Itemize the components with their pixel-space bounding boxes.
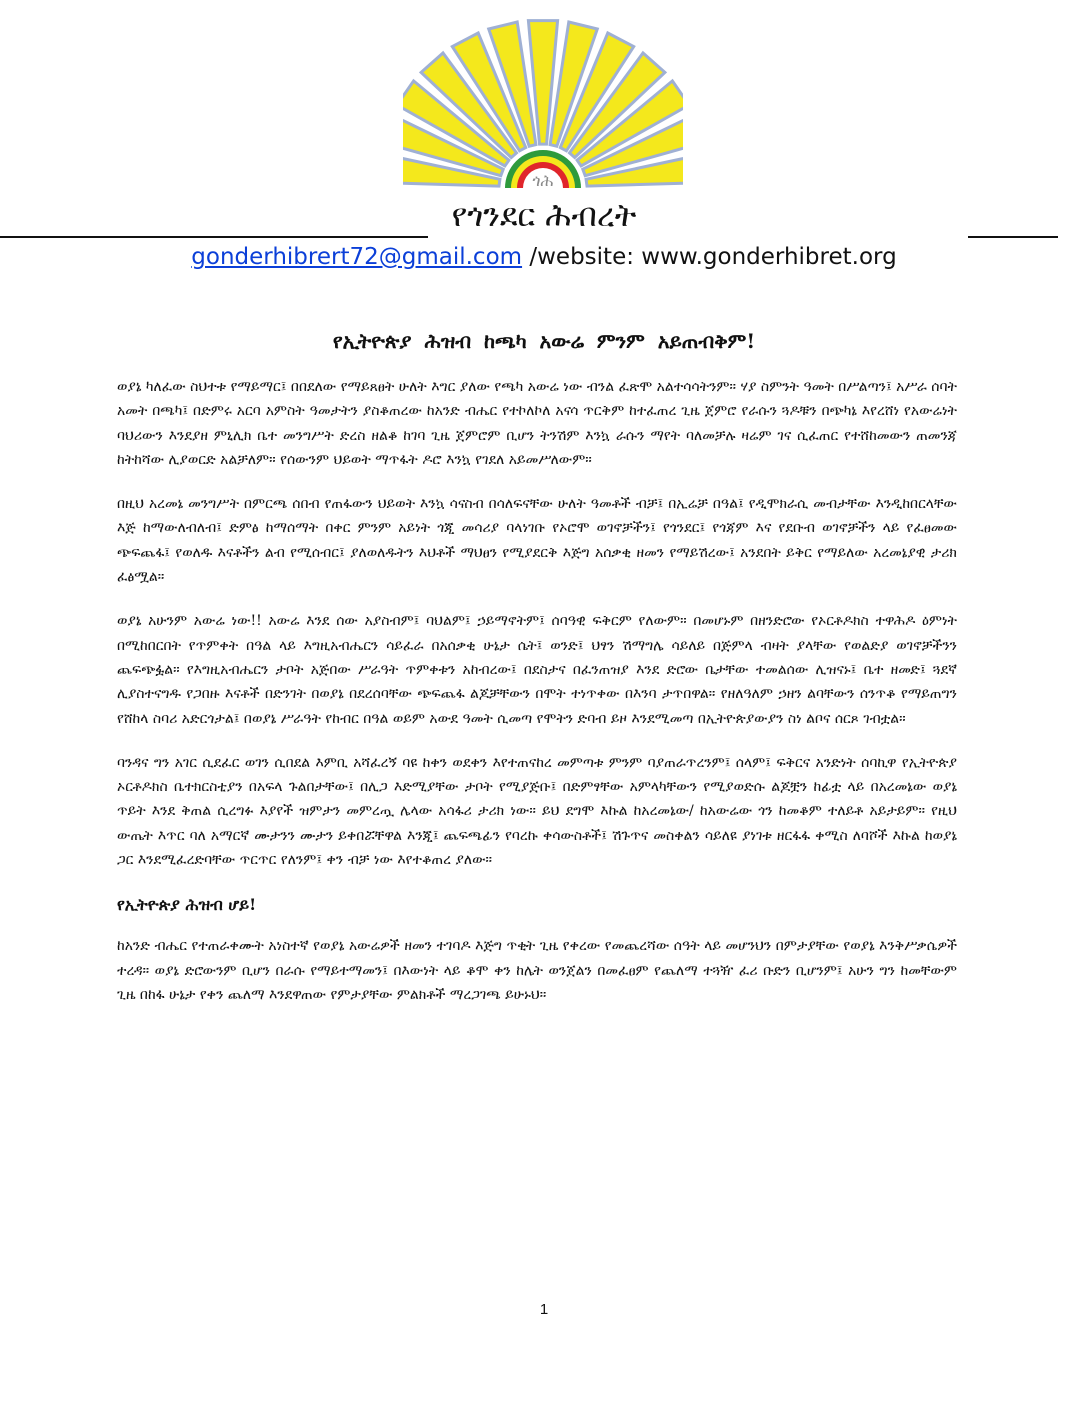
gonder-hibret-logo	[403, 8, 683, 204]
contact-line	[0, 240, 1088, 274]
paragraph: በዚህ አረመኔ መንግሥት በምርጫ ሰበብ የጠፋውን ህይወት እንኳ ሳናስብ በሳለፍናቸው ሁለት ዓመቶች ብቻ፤ በኢሬቻ በዓል፤ የዲሞክራሲ መብታቸው እንዲከበርላቸው እጅ ከማውለብለብ፤ ድምፅ ከማሰማት በቀር ምንም አይነት ጎጂ መሳሪያ ባላነገቡ የኦሮሞ ወገኖቻችን፤ የጎንደር፤ የጎጃም እና የደቡብ ወገኖቻችን ላይ የፈፀመው ጭፍጨፋ፤ የወለዱ እናቶችን ልብ የሚሰብር፤ ያለወለዱትን እህቶች ማህፀን የሚያደርቅ እጅግ አሰቃቂ ዘመን የማይሽረው፤ አንደበት ይቅር የማይለው አረመኔያዊ ታሪክ ፈፅሟል።	[117, 496, 957, 586]
paragraph: ወያኔ አሁንም አውሬ ነው!! አውሬ እንደ ሰው አያስብም፤ ባህልም፤ ኃይማኖትም፤ ሰባዓዊ ፍቅርም የለውም። በመሆኑም በዘንድሮው የኦርቶዶክስ ተዋሕዶ ዕምነት በሚከበርበት የጥምቀት በዓል ላይ እግዚአብሔርን ሳይፈራ በአሰቃቂ ሁኔታ ሴት፤ ወንድ፤ ህፃን ሽማግሌ ሳይለይ በጅምላ ብዛት ያላቸው የወልድያ ወገኖቻችንን ጨፍጭፏል። የእግዚአብሔርን ታቦት አጅበው ሥራዓት ጥምቀቱን አከብረው፤ በደስታና በፈንጠዝያ እንደ ድሮው ቤታቸው ተመልሰው ሊዝናኑ፤ ቤተ ዘመድ፤ ጓደኛ ሊያስተናግዱ የጋበዙ እናቶች በድንገት በወያኔ በደረሰባቸው ጭፍጨፋ ልጆቻቸውን በሞት ተነጥቀው በእንባ ታጥበዋል። የዘለዓለም ኃዘን ልባቸውን ሰንጥቆ የማይጠግን የሸከላ ስባሪ አድርጎታል፤ በወያኔ ሥራዓት የከብር በዓል ወይም አውደ ዓመት ሲመጣ የሞትን ድባብ ይዞ እንደሚመጣ በኢትዮጵያውያን ስነ ልቦና ሰርጾ ገብቷል።	[117, 613, 957, 727]
header-divider-right	[968, 236, 1058, 238]
document-body	[117, 375, 957, 1027]
logo-text: ጎሕ	[532, 171, 554, 190]
paragraph: ወያኔ ካለፈው ስህተቱ የማይማር፤ በበደለው የማይጸፀት ሁለት እግር ያለው የጫካ አውሬ ነው ብንል ፈጽሞ አልተሳሳትንም። ሃያ ስምንት ዓመት በሥልጣን፤ አሥራ ሰባት አመት በጫካ፤ በድምሩ አርባ አምስት ዓመታትን ያስቆጠረው ከአንድ ብሔር የተኮለኮለ አናሳ ጥርቅም ከተፈጠረ ጊዜ ጀምሮ የራሱን ጓዶቹን በጭካኔ እየረሸነ የአውሬነት ባህሪውን እንደያዘ ምኒሊክ ቤተ መንግሥት ድረስ ዘልቆ ከገባ ጊዜ ጀምሮም ቢሆን ትንሽም እንኳ ራሱን ማየት ባለመቻሉ ዛሬም ገና ሲፈጠር የተሸከመውን ጠመንጃ ከትከሻው ሊያወርድ አልቻለም። የሰውንም ህይወት ማጥፋት ዶሮ እንኳ የገደለ አይመሥለውም።	[117, 379, 957, 468]
organization-name: የጎንደር ሕብረት	[451, 196, 637, 234]
section-heading: የኢትዮጵያ ሕዝብ ሆይ!	[117, 895, 257, 915]
page-number: 1	[539, 1301, 549, 1318]
paragraph: ባንዳና ግን አገር ሲደፈር ወገን ሲበደል እምቢ አሻፈረኝ ባዩ ከቀን ወደቀን እየተጠናከረ መምጣቱ ምንም ባያጠራጥረንም፤ ሰላም፤ ፍቅርና አንድነት ሰባኪዋ የኢትዮጵያ ኦርቶዶክስ ቤተክርስቲያን በአፍላ ጉልበታቸው፤ በሊጋ እድሚያቸው ታቦት የሚያጅቡ፤ በድምፃቸው አምላካቸውን የሚያወድሱ ልጆቿን ከፊቷ ላይ በአረመኔው ወያኔ ጥይት እንደ ቅጠል ሲረግፉ እያየች ዝምታን መምረጧ ሌላው አሳፋሪ ታሪክ ነው። ይህ ደግሞ እኩል ከአረመኔው/ ከአውሬው ጎን ከመቆም ተለይቶ አይታይም። የዚህ ውጤት እጥር ባለ አማርኛ ሙታንን ሙታን ይቀበሯቸዋል እንጂ፤ ጨፍጫፊን የባረኩ ቀሳውስቶች፤ ሽጉጥና መስቀልን ሳይለዩ ያነገቱ ዘርፋፋ ቀሚስ ለባሾች እኩል ከወያኔ ጋር እንደሚፈረድባቸው ጥርጥር የለንም፤ ቀን ብቻ ነው እየተቆጠረ ያለው።	[117, 754, 957, 869]
paragraph: ከአንድ ብሔር የተጠራቀሙት አነስተኛ የወያኔ አውሬዎች ዘመን ተገባዶ እጅግ ጥቂት ጊዜ የቀረው የመጨረሻው ሰዓት ላይ መሆንህን በምታያቸው የወያኔ እንቅሥቃሴዎች ተረዳ። ወያኔ ድሮውንም ቢሆን በራሱ የማይተማመን፤ በእውነት ላይ ቆሞ ቀን ከሌት ወንጀልን በመፈፀም የጨለማ ተጓዥ ፈሪ ቡድን ቢሆንም፤ አሁን ግን ከመቸውም ጊዜ በከፋ ሁኔታ የቀን ጨለማ እንደዋጠው የምታያቸው ምልክቶች ማረጋገጫ ይሁኑህ።	[117, 938, 957, 1003]
website-text: /website: www.gonderhibret.org	[522, 244, 897, 270]
document-title: የኢትዮጵያ ሕዝብ ከጫካ አውሬ ምንም አይጠብቅም!	[332, 329, 756, 353]
header-divider-left	[0, 236, 428, 238]
email-link[interactable]: gonderhibrert72@gmail.com	[191, 244, 523, 270]
